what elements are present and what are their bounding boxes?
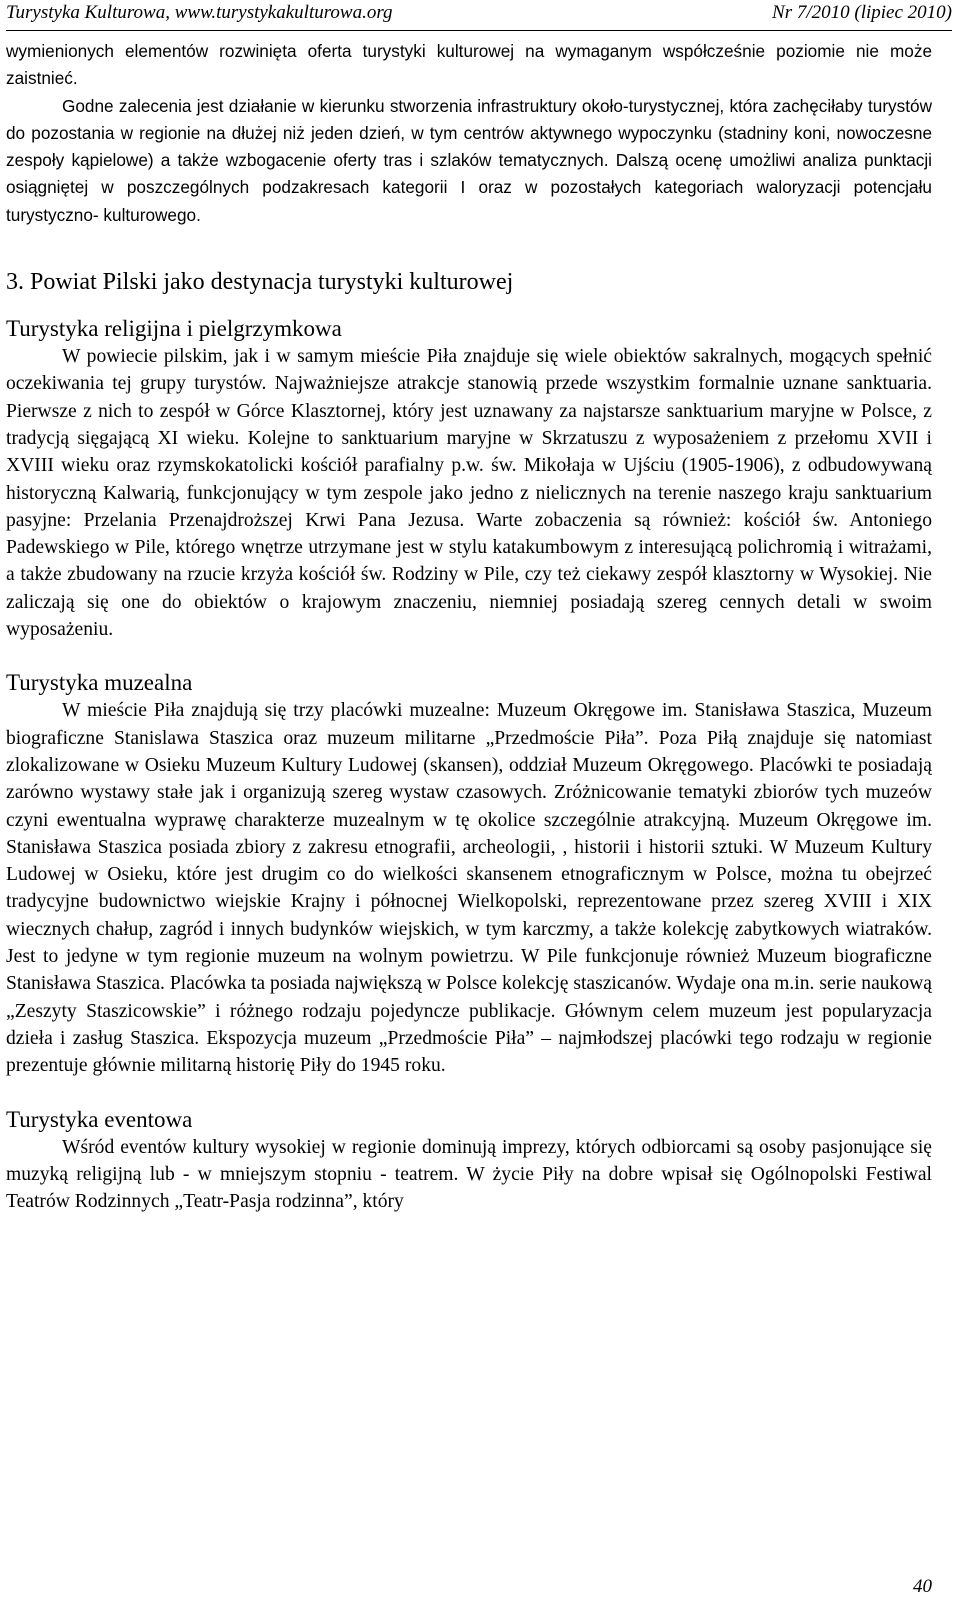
museum-heading: Turystyka muzealna bbox=[6, 670, 193, 696]
issue-number: Nr 7/2010 (lipiec 2010) bbox=[772, 2, 952, 23]
intro-paragraph-2: Godne zalecenia jest działanie w kierunku stworzenia infrastruktury około-turystycznej, która zachęciłaby turystów do pozostania w regionie na dłużej niż jeden dzień, w tym centrów aktywnego wypoczynku (stadniny koni, nowoczesne zespoły kąpielowe) a także wzbogacenie oferty tras i szlaków tematycznych. Dalszą ocenę umożliwi analiza punktacji osiągniętej w poszczególnych podzakresach kategorii I oraz w pozostałych kategoriach waloryzacji potencjału turystyczno- kulturowego. bbox=[6, 95, 932, 225]
event-paragraph: Wśród eventów kultury wysokiej w regionie dominują imprezy, których odbiorcami są osoby pasjonujące się muzyką religijną lub - w mniejszym stopniu - teatrem. W życie Piły na dobre wpisał się Ogólnopolski Festiwal Teatrów Rodzinnych „Teatr-Pasja rodzinna”, który bbox=[6, 1136, 932, 1213]
religious-paragraph: W powiecie pilskim, jak i w samym mieście Piła znajduje się wiele obiektów sakralnych, mogących spełnić oczekiwania tej grupy turystów. Najważniejsze atrakcje stanowią przede wszystkim formalnie uznane sanktuaria. Pierwsze z nich to zespół w Górce Klasztornej, który jest uznawany za najstarsze sanktuarium maryjne w Polsce, z tradycją sięgającą XI wieku. Kolejne to sanktuarium maryjne w Skrzatuszu z wyposażeniem z przełomu XVII i XVIII wieku oraz rzymskokatolicki kościół parafialny p.w. św. Mikołaja w Ujściu (1905-1906), z odbudowywaną historyczną Kalwarią, funkcjonujący w tym zespole jako jedno z nielicznych na terenie naszego kraju sanktuarium pasyjne: Przelania Przenajdroższej Krwi Pana Jezusa. Warte zobaczenia są również: kościół św. Antoniego Padewskiego w Pile, którego wnętrze utrzymane jest w stylu katakumbowym z interesującą polichromią i witrażami, a także zbudowany na rzucie krzyża kościół św. Rodziny w Pile, czy też ciekawy zespół klasztorny w Wysokiej. Nie zaliczają się one do obiektów o krajowym znaczeniu, niemniej posiadają szereg cennych detali w swoim wyposażeniu. bbox=[6, 346, 932, 641]
page-number: 40 bbox=[913, 1576, 932, 1597]
museum-paragraph: W mieście Piła znajdują się trzy placówki muzealne: Muzeum Okręgowe im. Stanisława Staszica, Muzeum biograficzne Stanislawa Staszica oraz muzeum militarne „Przedmoście Piła”. Poza Piłą znajduje się natomiast zlokalizowane w Osieku Muzeum Kultury Ludowej (skansen), oddział Muzeum Okręgowego. Placówki te posiadają zarówno wystawy stałe jak i organizują szereg wystaw czasowych. Zróżnicowanie tematyki zbiorów tych muzeów czyni ewentualna wyprawę charakterze muzealnym w tę okolice szczególnie atrakcyjną. Muzeum Okręgowe im. Stanisława Staszica posiada zbiory z zakresu etnografii, archeologii, , historii i historii sztuki. W Muzeum Kultury Ludowej w Osieku, które jest drugim co do wielkości skansenem etnograficznym w Polsce, można tu obejrzeć tradycyjne budownictwo wiejskie Krajny i północnej Wielkopolski, reprezentowane przez szereg XVIII i XIX wiecznych chałup, zagród i innych budynków wiejskich, w tym karczmy, a także kolekcję zabytkowych wiatraków. Jest to jedyne w tym regionie muzeum na wolnym powietrzu. W Pile funkcjonuje również Muzeum biograficzne Stanisława Staszica. Placówka ta posiada największą w Polsce kolekcję staszicanów. Wydaje ona m.in. serie naukową „Zeszyty Staszicowskie” i różnego rodzaju pojedyncze publikacje. Głównym celem muzeum jest popularyzacja dzieła i zasług Staszica. Ekspozycja muzeum „Przedmoście Piła” – najmłodszej placówki tego rodzaju w regionie prezentuje głównie militarną historię Piły do 1945 roku. bbox=[6, 700, 932, 1077]
section-heading: 3. Powiat Pilski jako destynacja turystyki kulturowej bbox=[6, 269, 514, 296]
running-header bbox=[6, 0, 952, 31]
article-body bbox=[6, 38, 932, 1215]
religious-heading: Turystyka religijna i pielgrzymkowa bbox=[6, 316, 342, 342]
journal-title: Turystyka Kulturowa, www.turystykakulturowa.org bbox=[6, 2, 393, 23]
intro-paragraph-1: wymienionych elementów rozwinięta oferta turystyki kulturowej na wymaganym współcześnie poziomie nie może zaistnieć. bbox=[6, 41, 932, 89]
event-heading: Turystyka eventowa bbox=[6, 1106, 193, 1132]
